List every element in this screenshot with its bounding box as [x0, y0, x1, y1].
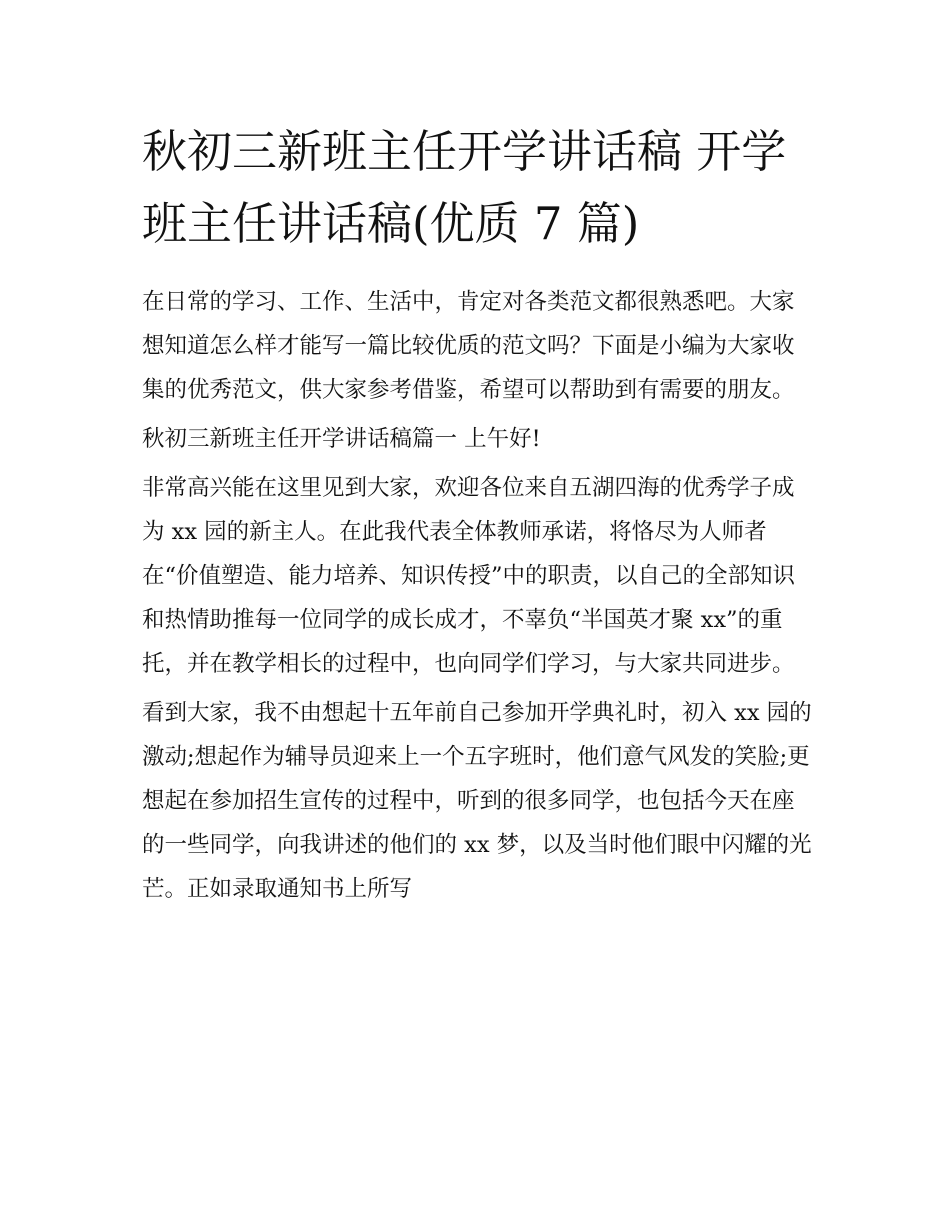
document-title: 秋初三新班主任开学讲话稿 开学班主任讲话稿(优质 7 篇) — [142, 125, 787, 250]
document-body — [142, 280, 814, 916]
section-heading-paragraph: 秋初三新班主任开学讲话稿篇一 上午好! — [142, 426, 541, 452]
intro-paragraph: 在日常的学习、工作、生活中，肯定对各类范文都很熟悉吧。大家想知道怎么样才能写一篇比较优质的范文吗？下面是小编为大家收集的优秀范文，供大家参考借鉴，希望可以帮助到有需要的朋友。 — [142, 289, 795, 403]
body-paragraph: 看到大家，我不由想起十五年前自己参加开学典礼时，初入 xx 园的激动;想起作为辅导员迎来上一个五字班时，他们意气风发的笑脸;更想起在参加招生宣传的过程中，听到的很多同学，也包括今天在座的一些同学，向我讲述的他们的 xx 梦，以及当时他们眼中闪耀的光芒。正如录取通知书上所写 — [142, 700, 812, 902]
body-paragraph: 非常高兴能在这里见到大家，欢迎各位来自五湖四海的优秀学子成为 xx 园的新主人。在此我代表全体教师承诺，将恪尽为人师者在“价值塑造、能力培养、知识传授”中的职责，以自己的全部知识和热情助推每一位同学的成长成才，不辜负“半国英才聚 xx”的重托，并在教学相长的过程中，也向同学们学习，与大家共同进步。 — [142, 475, 796, 677]
